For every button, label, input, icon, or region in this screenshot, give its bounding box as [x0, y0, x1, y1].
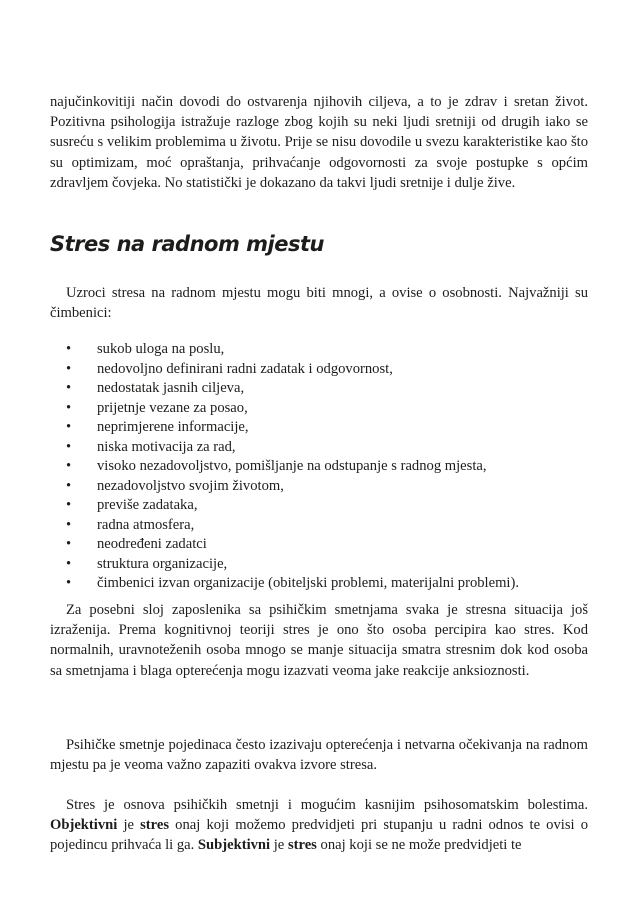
intro-paragraph: najučinkovitiji način dovodi do ostvarenja njihovih ciljeva, a to je zdrav i sretan život. Pozitivna psihologija istražuje razloge zbog kojih su neki ljudi sretniji od drugih iako se susreću s velikim problemima u životu. Prije se nisu dovodile u svezu karakteristike kao što su optimizam, moć opraštanja, prihvaćanje odgovornosti za svoje postupke s općim zdravljem čovjeka. No statistički je dokazano da takvi ljudi sretnije i dulje žive. — [50, 94, 588, 191]
bullet-icon: • — [66, 399, 72, 416]
list-item-text: neodređeni zadatci — [97, 536, 207, 552]
bullet-icon: • — [66, 360, 72, 377]
bullet-icon: • — [66, 536, 72, 552]
section-heading: Stres na radnom mjestu — [50, 232, 324, 256]
list-item-text: čimbenici izvan organizacije (obiteljski problemi, materijalni problemi). — [97, 575, 520, 591]
list-item — [50, 399, 590, 419]
bullet-icon: • — [66, 438, 72, 455]
objective-definition: onaj koji možemo predvidjeti pri stupanju u radni odnos te ovisi o pojedincu prihvaća li ga. — [50, 817, 588, 854]
text-is: je — [270, 837, 288, 854]
final-paragraph — [50, 795, 588, 856]
bullet-icon: • — [66, 575, 72, 591]
list-item-text: prijetnje vezane za posao, — [97, 399, 248, 416]
list-item-text: nedostatak jasnih ciljeva, — [97, 380, 245, 396]
list-item-text: struktura organizacije, — [97, 555, 228, 572]
term-objective: Objektivni — [50, 817, 118, 834]
list-item-text: nezadovoljstvo svojim životom, — [97, 477, 284, 494]
list-item-text: niska motivacija za rad, — [97, 438, 236, 455]
text-is: je — [117, 817, 141, 834]
list-item-text: radna atmosfera, — [97, 516, 195, 533]
list-item — [50, 340, 590, 360]
list-item — [50, 438, 590, 458]
bullet-icon: • — [66, 419, 72, 435]
list-item — [50, 457, 590, 477]
factors-list — [50, 340, 590, 594]
term-stress: stres — [287, 837, 317, 854]
list-item — [50, 574, 590, 594]
list-item-text: sukob uloga na poslu, — [97, 341, 225, 357]
mental-disorders-paragraph: Psihičke smetnje pojedinaca često izazivaju opterećenja i netvarna očekivanja na radnom mjestu pa je veoma važno zapaziti ovakva izvore stresa. — [50, 737, 588, 774]
term-stress: stres — [140, 817, 170, 834]
bullet-icon: • — [66, 555, 72, 572]
bullet-icon: • — [66, 497, 72, 513]
list-item-text: neprimjerene informacije, — [97, 419, 249, 435]
subjective-definition: onaj koji se ne može predvidjeti te — [316, 837, 522, 854]
list-item-text: visoko nezadovoljstvo, pomišljanje na odstupanje s radnog mjesta, — [97, 458, 487, 474]
bullet-icon: • — [66, 458, 72, 474]
bullet-icon: • — [66, 516, 72, 533]
list-item — [50, 535, 590, 555]
final-paragraph-opening: Stres je osnova psihičkih smetnji i mogućim kasnijim psihosomatskim bolestima. — [66, 797, 588, 813]
special-group-paragraph: Za posebni sloj zaposlenika sa psihičkim smetnjama svaka je stresna situacija još izraženija. Prema kognitivnoj teoriji stres je ono što osoba percipira kao stres. Kod normalnih, uravnoteženih osoba mnogo se manje situacija smatra stresnim dok kod osoba sa smetnjama i blaga opterećenja mogu izazvati veoma jake reakcije anksioznosti. — [50, 602, 588, 679]
term-subjective: Subjektivni — [197, 837, 271, 854]
list-item — [50, 477, 590, 497]
list-item — [50, 418, 590, 438]
list-item — [50, 516, 590, 536]
bullet-icon: • — [66, 477, 72, 494]
list-item-text: previše zadataka, — [97, 497, 198, 513]
list-item — [50, 379, 590, 399]
list-item-text: nedovoljno definirani radni zadatak i odgovornost, — [97, 360, 393, 377]
list-item — [50, 555, 590, 575]
lead-paragraph: Uzroci stresa na radnom mjestu mogu biti mnogi, a ovise o osobnosti. Najvažniji su čimbenici: — [50, 285, 588, 322]
bullet-icon: • — [66, 341, 72, 357]
list-item — [50, 496, 590, 516]
bullet-icon: • — [66, 380, 72, 396]
list-item — [50, 360, 590, 380]
